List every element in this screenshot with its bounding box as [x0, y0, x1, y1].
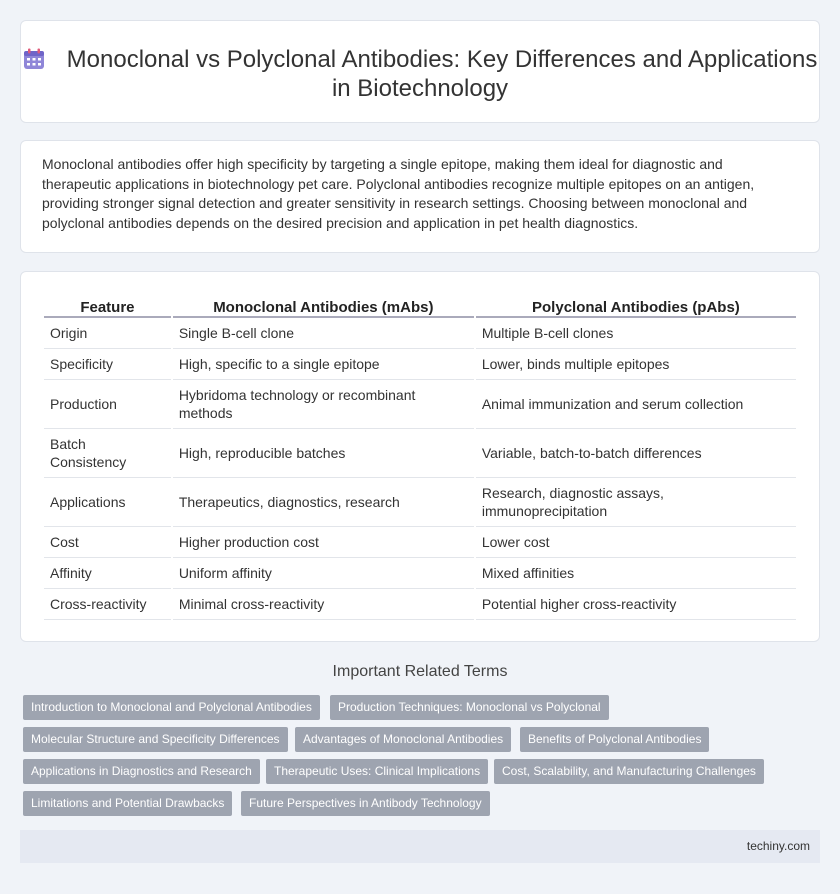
- table-cell: Minimal cross-reactivity: [173, 589, 474, 620]
- comparison-table-card: [20, 271, 820, 642]
- table-row: [44, 527, 796, 558]
- table-row: [44, 380, 796, 429]
- related-tag-link[interactable]: Limitations and Potential Drawbacks: [23, 791, 232, 816]
- related-tag-link[interactable]: Benefits of Polyclonal Antibodies: [520, 727, 709, 752]
- table-cell: Affinity: [44, 558, 171, 589]
- table-cell: Cross-reactivity: [44, 589, 171, 620]
- page-title: Monoclonal vs Polyclonal Antibodies: Key Differences and Applications in Biotechnology: [66, 46, 818, 102]
- table-cell: Higher production cost: [173, 527, 474, 558]
- table-cell: Hybridoma technology or recombinant methods: [173, 380, 474, 429]
- comparison-table: [42, 296, 798, 620]
- table-cell: Applications: [44, 478, 171, 527]
- related-tag-link[interactable]: Future Perspectives in Antibody Technology: [241, 791, 490, 816]
- table-cell: Specificity: [44, 349, 171, 380]
- intro-card: [20, 140, 820, 253]
- footer-brand: techiny.com: [746, 839, 810, 853]
- table-row: [44, 478, 796, 527]
- table-cell: Mixed affinities: [476, 558, 796, 589]
- table-cell: Animal immunization and serum collection: [476, 380, 796, 429]
- table-cell: Research, diagnostic assays, immunoprecipitation: [476, 478, 796, 527]
- table-cell: High, reproducible batches: [173, 429, 474, 478]
- table-cell: Batch Consistency: [44, 429, 171, 478]
- calendar-icon: [23, 48, 45, 70]
- table-row: [44, 429, 796, 478]
- table-cell: Production: [44, 380, 171, 429]
- table-cell: Multiple B-cell clones: [476, 318, 796, 349]
- table-row: [44, 349, 796, 380]
- related-terms-title: Important Related Terms: [332, 663, 508, 680]
- table-header-cell: Monoclonal Antibodies (mAbs): [173, 296, 474, 318]
- table-cell: Cost: [44, 527, 171, 558]
- table-row: [44, 318, 796, 349]
- table-row: [44, 589, 796, 620]
- table-cell: Therapeutics, diagnostics, research: [173, 478, 474, 527]
- footer-bar: [20, 830, 820, 863]
- table-cell: High, specific to a single epitope: [173, 349, 474, 380]
- related-tag-link[interactable]: Cost, Scalability, and Manufacturing Challenges: [494, 759, 764, 784]
- table-cell: Uniform affinity: [173, 558, 474, 589]
- related-tag-link[interactable]: Molecular Structure and Specificity Differences: [23, 727, 288, 752]
- table-header-cell: Feature: [44, 296, 171, 318]
- related-tag-link[interactable]: Applications in Diagnostics and Research: [23, 759, 260, 784]
- table-cell: Single B-cell clone: [173, 318, 474, 349]
- table-cell: Lower, binds multiple epitopes: [476, 349, 796, 380]
- title-wrap: [21, 45, 819, 103]
- title-card: [20, 20, 820, 123]
- table-header-row: [44, 296, 796, 318]
- table-cell: Lower cost: [476, 527, 796, 558]
- table-cell: Variable, batch-to-batch differences: [476, 429, 796, 478]
- related-tag-link[interactable]: Therapeutic Uses: Clinical Implications: [266, 759, 488, 784]
- related-tag-link[interactable]: Introduction to Monoclonal and Polyclonal Antibodies: [23, 695, 320, 720]
- table-cell: Origin: [44, 318, 171, 349]
- table-header-cell: Polyclonal Antibodies (pAbs): [476, 296, 796, 318]
- table-cell: Potential higher cross-reactivity: [476, 589, 796, 620]
- related-tag-link[interactable]: Production Techniques: Monoclonal vs Polyclonal: [330, 695, 609, 720]
- intro-paragraph: Monoclonal antibodies offer high specificity by targeting a single epitope, making them ideal for diagnostic and therapeutic applications in biotechnology pet care. Polyclonal antibodies recognize multiple epitopes on an antigen, providing stronger signal detection and greater sensitivity in research settings. Choosing between monoclonal and polyclonal antibodies depends on the desired precision and application in pet health diagnostics.: [42, 156, 755, 231]
- related-tag-link[interactable]: Advantages of Monoclonal Antibodies: [295, 727, 511, 752]
- table-row: [44, 558, 796, 589]
